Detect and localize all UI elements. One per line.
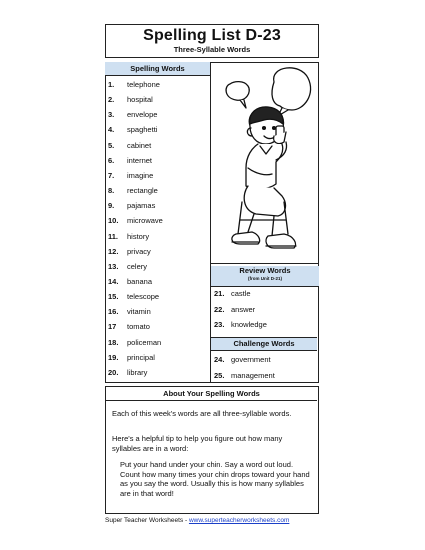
spelling-word-row <box>105 92 209 107</box>
review-word-number: 22. <box>214 304 225 314</box>
spelling-word-row <box>105 244 209 259</box>
spelling-word-row <box>105 304 209 319</box>
spelling-word-number: 3. <box>108 110 115 120</box>
spelling-word-number: 16. <box>108 307 119 317</box>
about-paragraph-tip: Put your hand under your chin. Say a word out loud. Count how many times your chin drops toward your hand as you say the word. Usually this is how many syllables are in that word! <box>120 460 310 498</box>
review-word-number: 23. <box>214 320 225 329</box>
review-word-row <box>211 286 317 301</box>
spelling-word-number: 17 <box>108 322 117 332</box>
spelling-word-text: library <box>127 367 148 377</box>
spelling-word-number: 6. <box>108 155 115 165</box>
spelling-word-number: 8. <box>108 186 115 196</box>
spelling-word-row <box>105 335 209 350</box>
spelling-word-text: principal <box>127 352 155 362</box>
review-word-row <box>211 317 317 332</box>
review-words-heading-block <box>211 266 319 287</box>
spelling-word-row <box>105 350 209 365</box>
spelling-word-text: privacy <box>127 246 151 256</box>
spelling-word-number: 7. <box>108 170 115 180</box>
challenge-word-number: 24. <box>214 355 225 364</box>
spelling-word-number: 2. <box>108 95 115 105</box>
spelling-word-text: pajamas <box>127 201 156 211</box>
spelling-word-row <box>105 153 209 168</box>
page-subtitle: Three-Syllable Words <box>173 45 251 54</box>
review-word-text: castle <box>231 289 251 298</box>
review-word-text: knowledge <box>231 320 267 329</box>
spelling-word-number: 1. <box>108 80 115 89</box>
about-paragraph-1: Each of this week's words are all three-syllable words. <box>112 409 292 418</box>
spelling-word-text: tomato <box>127 322 150 332</box>
about-section <box>105 386 319 514</box>
spelling-word-row <box>105 213 209 228</box>
about-paragraph-2: Here's a helpful tip to help you figure out how many syllables are in a word: <box>112 434 283 453</box>
challenge-words-heading: Challenge Words <box>211 337 317 351</box>
spelling-word-row <box>105 274 209 289</box>
spelling-word-text: banana <box>127 276 153 286</box>
boy-on-phone-illustration <box>212 64 316 262</box>
spelling-word-number: 5. <box>108 140 115 150</box>
spelling-word-row <box>105 77 209 92</box>
spelling-word-row <box>105 198 209 213</box>
footer-website-link[interactable]: www.superteacherworksheets.com <box>188 517 290 524</box>
spelling-word-text: microwave <box>127 216 163 226</box>
spelling-word-row <box>105 319 209 334</box>
challenge-word-number: 25. <box>214 370 225 380</box>
spelling-word-text: history <box>127 231 150 241</box>
review-words-subheading: (from Unit D-21) <box>248 276 282 281</box>
spelling-word-row <box>105 183 209 198</box>
spelling-word-number: 11. <box>108 231 119 241</box>
about-heading: About Your Spelling Words <box>106 387 317 401</box>
spelling-words-section <box>105 62 211 383</box>
spelling-word-row <box>105 289 209 304</box>
title-box <box>105 24 319 58</box>
spelling-word-text: vitamin <box>127 307 151 317</box>
review-words-heading: Review Words <box>239 266 291 275</box>
challenge-word-row <box>211 352 317 367</box>
spelling-word-text: celery <box>127 261 148 271</box>
spelling-word-row <box>105 122 209 137</box>
spelling-word-number: 4. <box>108 125 115 135</box>
spelling-word-text: rectangle <box>127 186 158 196</box>
challenge-word-text: management <box>231 370 275 380</box>
review-word-text: answer <box>231 304 256 314</box>
spelling-word-number: 9. <box>108 201 115 211</box>
spelling-word-number: 13. <box>108 261 119 271</box>
spelling-word-row <box>105 168 209 183</box>
footer <box>105 517 319 525</box>
challenge-word-text: government <box>231 355 271 364</box>
spelling-word-number: 12. <box>108 246 119 256</box>
spelling-word-text: cabinet <box>127 140 152 150</box>
page-title: Spelling List D-23 <box>143 27 281 44</box>
spelling-word-row <box>105 107 209 122</box>
spelling-word-text: envelope <box>127 110 158 120</box>
spelling-word-text: telephone <box>127 80 160 89</box>
review-word-number: 21. <box>214 289 225 298</box>
spelling-word-text: imagine <box>127 170 154 180</box>
spelling-word-number: 14. <box>108 276 119 286</box>
spelling-word-number: 15. <box>108 292 119 302</box>
spelling-word-number: 19. <box>108 352 119 362</box>
review-word-row <box>211 302 317 317</box>
spelling-word-text: internet <box>127 155 153 165</box>
spelling-word-number: 10. <box>108 216 119 226</box>
spelling-word-number: 18. <box>108 337 119 347</box>
spelling-words-heading: Spelling Words <box>105 62 210 76</box>
spelling-word-row <box>105 229 209 244</box>
footer-brand: Super Teacher Worksheets - <box>105 517 189 524</box>
challenge-word-row <box>211 368 317 383</box>
spelling-word-row <box>105 259 209 274</box>
spelling-word-row <box>105 138 209 153</box>
spelling-word-text: policeman <box>127 337 162 347</box>
spelling-word-number: 20. <box>108 367 119 377</box>
review-challenge-section <box>211 263 319 383</box>
spelling-word-text: spaghetti <box>127 125 158 135</box>
spelling-word-text: telescope <box>127 292 160 302</box>
spelling-word-text: hospital <box>127 95 153 105</box>
spelling-word-row <box>105 365 209 380</box>
